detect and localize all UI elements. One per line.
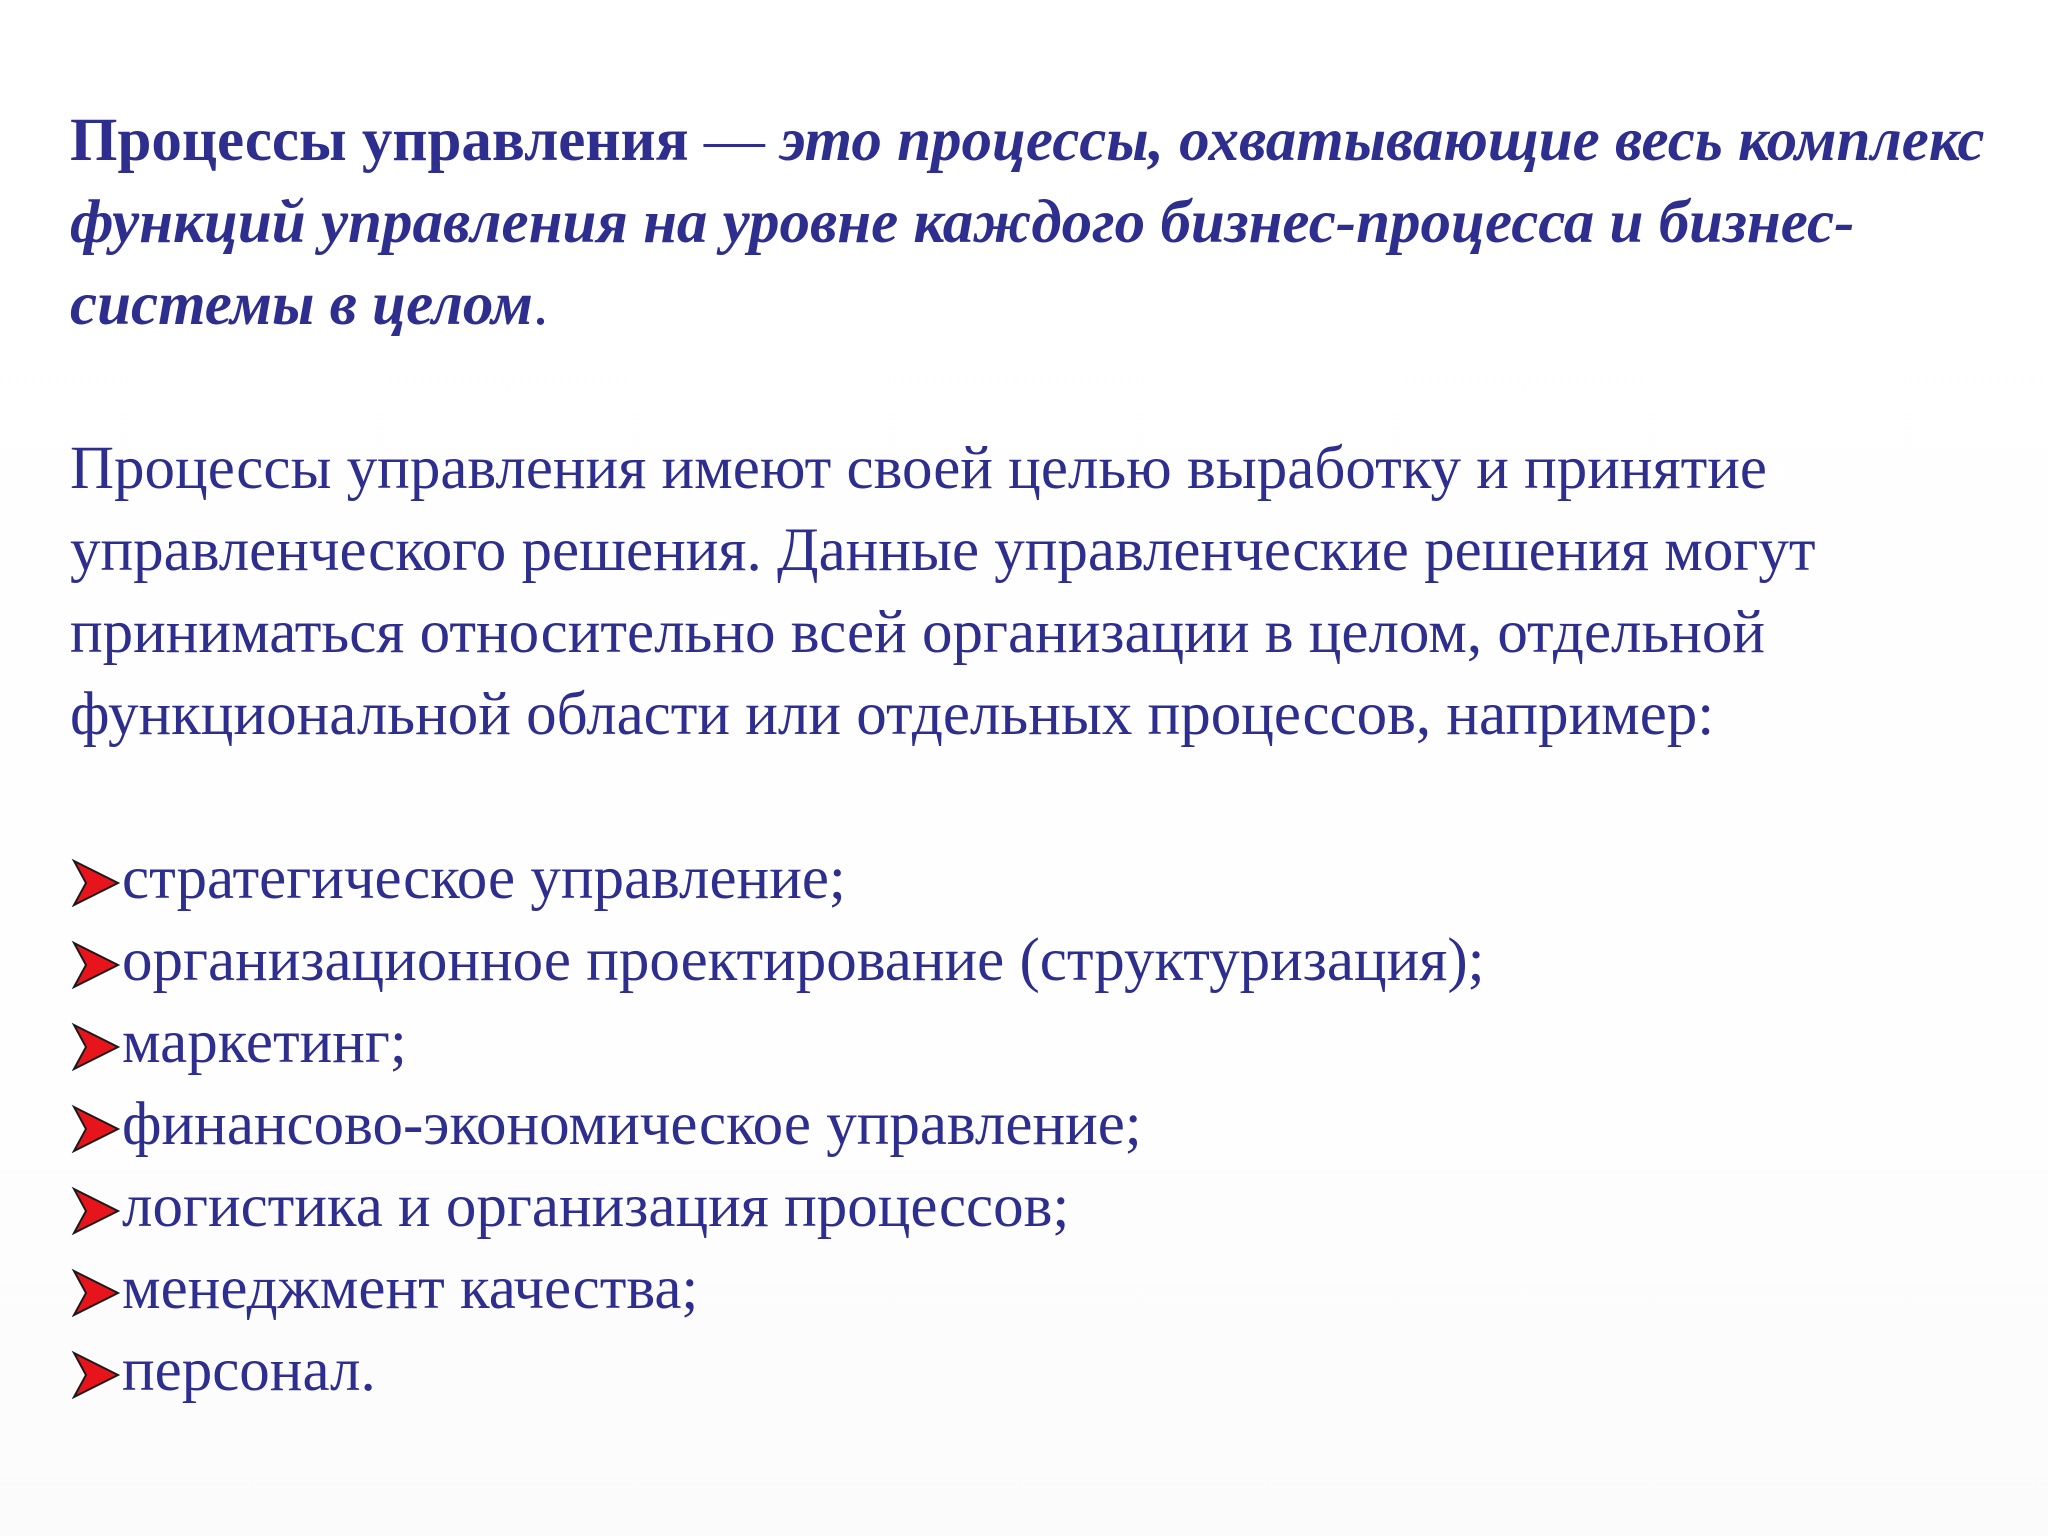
bullet-item — [70, 838, 2010, 920]
bullet-item — [70, 1084, 2010, 1166]
bullet-text: организационное проектирование (структуризация); — [122, 927, 1485, 994]
bullet-list — [70, 838, 2010, 1412]
definition-dash: — — [688, 107, 781, 174]
definition-period: . — [532, 271, 549, 338]
bullet-item — [70, 1248, 2010, 1330]
red-arrowhead-icon — [70, 1021, 122, 1071]
bullet-item — [70, 920, 2010, 1002]
definition-term: Процессы управления — [70, 107, 689, 174]
red-arrowhead-icon — [70, 857, 122, 907]
red-arrowhead-icon — [70, 1349, 122, 1399]
red-arrowhead-icon — [70, 939, 122, 989]
body-paragraph: Процессы управления имеют своей целью выработку и принятие управленческого решения. Данные управленческие решения могут приниматься относительно всей организации в целом, отдельной функциональной области или отдельных процессов, например: — [70, 435, 1816, 748]
bullet-text: маркетинг; — [122, 1009, 407, 1076]
bullet-item — [70, 1330, 2010, 1412]
red-arrowhead-icon — [70, 1185, 122, 1235]
red-arrowhead-icon — [70, 1267, 122, 1317]
bullet-item — [70, 1002, 2010, 1084]
definition-paragraph — [70, 100, 2000, 346]
bullet-text: финансово-экономическое управление; — [122, 1091, 1142, 1158]
definition-description: это процессы, охватывающие весь комплекс функций управления на уровне каждого бизнес-процесса и бизнес-системы в целом — [70, 107, 1985, 338]
bullet-text: менеджмент качества; — [122, 1255, 699, 1322]
bullet-text: стратегическое управление; — [122, 845, 846, 912]
bullet-text: персонал. — [122, 1337, 376, 1404]
bullet-text: логистика и организация процессов; — [122, 1173, 1070, 1240]
bullet-item — [70, 1166, 2010, 1248]
red-arrowhead-icon — [70, 1103, 122, 1153]
